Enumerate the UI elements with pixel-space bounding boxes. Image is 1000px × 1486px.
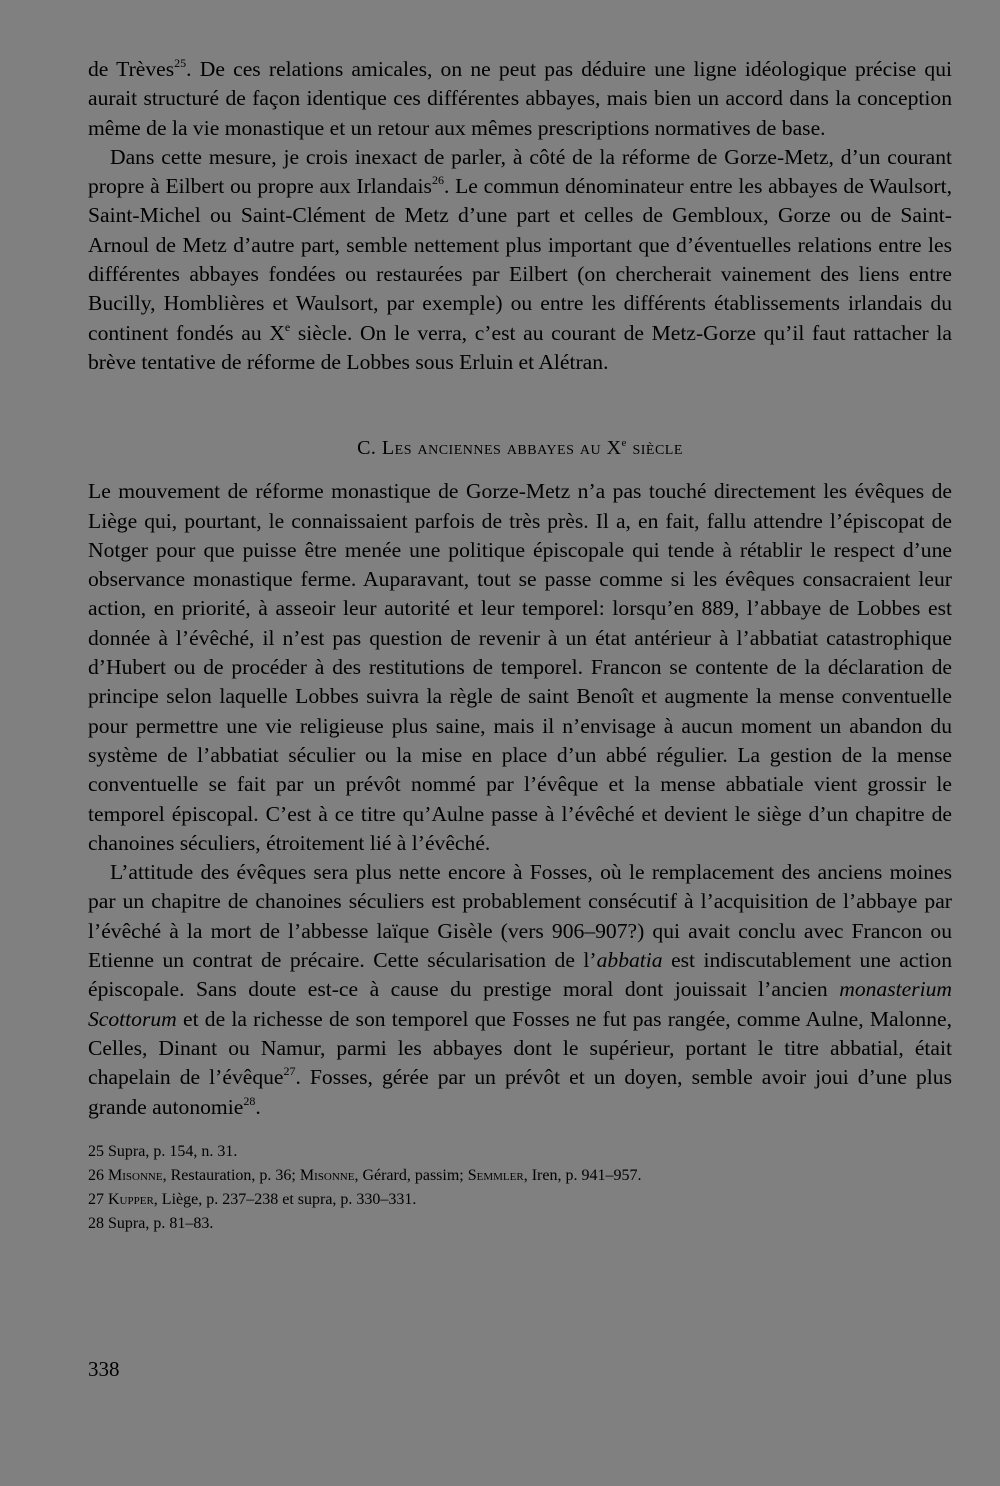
author-name: Kupper bbox=[108, 1190, 154, 1208]
paragraph-1 bbox=[88, 55, 952, 143]
author-name: Misonne bbox=[108, 1166, 163, 1184]
footnote-number: 26 bbox=[88, 1166, 108, 1184]
text-run: . Le commun dénominateur entre les abbayes de Waulsort, Saint-Michel ou Saint-Clément de Metz d’une part et celles de Gembloux, Gorze ou de Saint-Arnoul de Metz d’autre part, semble nettement plus important que d’éventuelles relations entre les différentes abbayes fondées ou restaurées par Eilbert (on chercherait vainement des liens entre Bucilly, Homblières et Waulsort, par exemple) ou entre les différents établissements irlandais du continent fondés au X bbox=[88, 174, 952, 345]
paragraph-2 bbox=[88, 143, 952, 377]
footnote-ref-26[interactable]: 26 bbox=[431, 173, 444, 188]
superscript-e: e bbox=[621, 437, 627, 450]
author-name: Semmler bbox=[467, 1166, 524, 1184]
text-run: L’attitude des évêques sera plus nette encore à Fosses, où le remplacement des anciens moines par un chapitre de chanoines séculiers est probablement consécutif à l’acquisition de l’abbaye par l’évêché à la mort de l’abbesse laïque Gisèle (vers 906–907?) qui avait conclu avec Francon ou Etienne un contrat de précaire. Cette sécularisation de l’ bbox=[88, 860, 952, 973]
text-run: et de la richesse de son temporel que Fosses ne fut pas rangée, comme Aulne, Malonne, Celles, Dinant ou Namur, parmi les abbayes dont le supérieur, portant le titre abbatial, était chapelain de l’évêque bbox=[88, 1006, 952, 1090]
footnote-25: 25 Supra, p. 154, n. 31. bbox=[88, 1142, 238, 1160]
text-run: siècle. On le verra, c’est au courant de Metz-Gorze qu’il faut rattacher la brève tentative de réforme de Lobbes sous Erluin et Alétran. bbox=[88, 320, 952, 374]
section-heading bbox=[88, 437, 952, 477]
text-run: . bbox=[255, 1094, 261, 1119]
citation-text: , Restauration, p. 36; bbox=[162, 1166, 300, 1184]
page-content bbox=[88, 55, 952, 1236]
footnote-27 bbox=[88, 1188, 952, 1212]
text-run: Dans cette mesure, je crois inexact de parler, à côté de la réforme de Gorze-Metz, d’un courant propre à Eilbert ou propre aux Irlandais bbox=[88, 144, 952, 199]
italic-term: monasterium Scottorum bbox=[88, 977, 952, 1031]
page-number: 338 bbox=[88, 1357, 120, 1381]
heading-text: siècle bbox=[626, 437, 683, 460]
text-run: de Trèves bbox=[88, 57, 175, 81]
superscript-e: e bbox=[284, 319, 291, 334]
citation-text: , Gérard, passim; bbox=[354, 1166, 468, 1184]
footnote-ref-25[interactable]: 25 bbox=[174, 56, 187, 70]
footnote-26 bbox=[88, 1164, 952, 1188]
text-run: . Fosses, gérée par un prévôt et un doyen, semble avoir joui d’une plus grande autonomie bbox=[88, 1065, 952, 1119]
italic-term: abbatia bbox=[596, 948, 663, 973]
text-run: . De ces relations amicales, on ne peut pas déduire une ligne idéologique précise qui aurait structuré de façon identique ces différentes abbayes, mais bien un accord dans la conception même de la vie monastique et un retour aux mêmes prescriptions normatives de base. bbox=[88, 57, 952, 140]
text-run: est indiscutablement une action épiscopale. Sans doute est-ce à cause du prestige moral dont jouissait l’ancien bbox=[88, 948, 952, 1002]
footnote-ref-28[interactable]: 28 bbox=[243, 1093, 256, 1108]
citation-text: , Liège, p. 237–238 et supra, p. 330–331. bbox=[153, 1190, 417, 1208]
author-name: Misonne bbox=[299, 1166, 355, 1184]
footnote-ref-27[interactable]: 27 bbox=[283, 1064, 296, 1079]
paragraph-3: Le mouvement de réforme monastique de Gorze-Metz n’a pas touché directement les évêques de Liège qui, pourtant, le connaissaient parfois de très près. Il a, en fait, fallu attendre l’épiscopat de Notger pour que puisse être menée une politique épiscopale qui tende à rétablir le respect d’une observance monastique ferme. Auparavant, tout se passe comme si les évêques consacraient leur action, en priorité, à asseoir leur autorité et leur temporel: lorsqu’en 889, l’abbaye de Lobbes est donnée à l’évêché, il n’est pas question de revenir à un état antérieur à l’abbatiat catastrophique d’Hubert ou de procéder à des restitutions de temporel. Francon se contente de la déclaration de principe selon laquelle Lobbes suivra la règle de saint Benoît et augmente la mense conventuelle pour permettre une vie religieuse plus saine, mais il n’envisage à aucun moment un abandon du système de l’abbatiat séculier ou la mise en place d’un abbé régulier. La gestion de la mense conventuelle se fait par un prévôt nommé par l’évêque et la mense abbatiale vient grossir le temporel épiscopal. C’est à ce titre qu’Aulne passe à l’évêché et devient le siège d’un chapitre de chanoines séculiers, étroitement lié à l’évêché. bbox=[88, 479, 952, 855]
footnote-number: 27 bbox=[88, 1190, 108, 1208]
paragraph-4 bbox=[88, 858, 952, 1122]
citation-text: , Iren, p. 941–957. bbox=[523, 1166, 642, 1184]
footnote-28: 28 Supra, p. 81–83. bbox=[88, 1214, 214, 1232]
footnotes bbox=[88, 1140, 952, 1236]
heading-text: C. Les anciennes abbayes au X bbox=[357, 437, 622, 460]
